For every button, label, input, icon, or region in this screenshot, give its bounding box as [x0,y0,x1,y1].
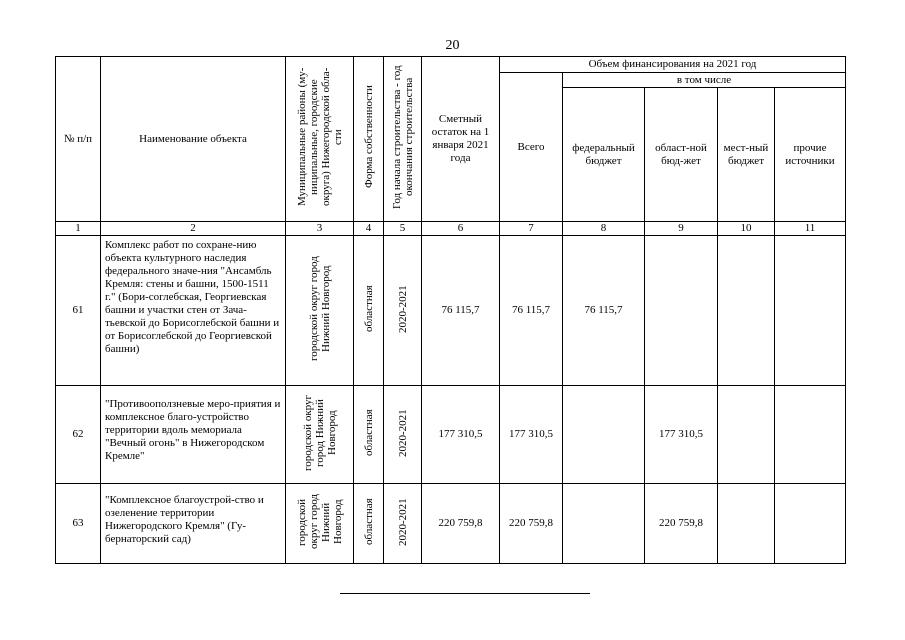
row-other [775,484,846,564]
column-number: 8 [563,222,645,236]
row-federal: 76 115,7 [563,236,645,386]
row-remaining: 76 115,7 [422,236,500,386]
row-total: 76 115,7 [500,236,563,386]
header-num: № п/п [56,57,101,222]
header-regional: област-ной бюд-жет [645,88,718,222]
column-number: 6 [422,222,500,236]
row-total: 220 759,8 [500,484,563,564]
column-number: 10 [718,222,775,236]
header-other: прочие источники [775,88,846,222]
row-years: 2020-2021 [384,484,422,564]
row-federal [563,386,645,484]
row-municipality: городской округ город Нижний Новгород [286,236,354,386]
column-numbers-row [56,222,846,236]
column-number: 3 [286,222,354,236]
row-municipality: городской округ город Нижний Новгород [286,386,354,484]
column-number: 11 [775,222,846,236]
row-name: "Противооползневые меро-приятия и комплексное благо-устройство территории вдоль мемориала "Вечный огонь" в Нижегородском Кремле" [101,386,286,484]
row-num: 63 [56,484,101,564]
row-name: "Комплексное благоустрой-ство и озеленение территории Нижегородского Кремля" (Гу-бернаторский сад) [101,484,286,564]
header-name: Наименование объекта [101,57,286,222]
header-federal: федеральный бюджет [563,88,645,222]
header-local: мест-ный бюджет [718,88,775,222]
table-row [56,386,846,484]
column-number: 7 [500,222,563,236]
row-other [775,236,846,386]
row-remaining: 177 310,5 [422,386,500,484]
row-name: Комплекс работ по сохране-нию объекта культурного наследия федерального значе-ния "Ансамбль Кремля: стены и башни, 1500-1511 г." (Бори-соглебская, Георгиевская башни и участки стен от Зача-тьевской до Борисоглебской башни и от Борисоглебской до Георгиевской башни) [101,236,286,386]
financing-table [55,56,846,564]
row-ownership: областная [354,484,384,564]
row-regional [645,236,718,386]
row-regional: 177 310,5 [645,386,718,484]
row-num: 61 [56,236,101,386]
page-number: 20 [445,38,460,53]
row-total: 177 310,5 [500,386,563,484]
row-other [775,386,846,484]
header-total: Всего [500,73,563,222]
row-local [718,484,775,564]
row-years: 2020-2021 [384,236,422,386]
row-ownership: областная [354,386,384,484]
header-municipality: Муниципальные районы (му-ниципальные, городские округа) Нижегородской обла-сти [286,57,354,222]
column-number: 2 [101,222,286,236]
column-number: 4 [354,222,384,236]
row-regional: 220 759,8 [645,484,718,564]
column-number: 5 [384,222,422,236]
footer-separator-line [340,593,590,594]
row-local [718,386,775,484]
header-years: Год начала строительства - год окончания строительства [384,57,422,222]
header-including: в том числе [563,73,846,88]
row-federal [563,484,645,564]
row-municipality: городской округ город Нижний Новгород [286,484,354,564]
header-financing: Объем финансирования на 2021 год [500,57,846,73]
column-number: 9 [645,222,718,236]
row-num: 62 [56,386,101,484]
row-local [718,236,775,386]
row-years: 2020-2021 [384,386,422,484]
row-ownership: областная [354,236,384,386]
row-remaining: 220 759,8 [422,484,500,564]
header-remaining: Сметный остаток на 1 января 2021 года [422,57,500,222]
column-number: 1 [56,222,101,236]
table-row [56,236,846,386]
table-row [56,484,846,564]
header-ownership: Форма собственности [354,57,384,222]
